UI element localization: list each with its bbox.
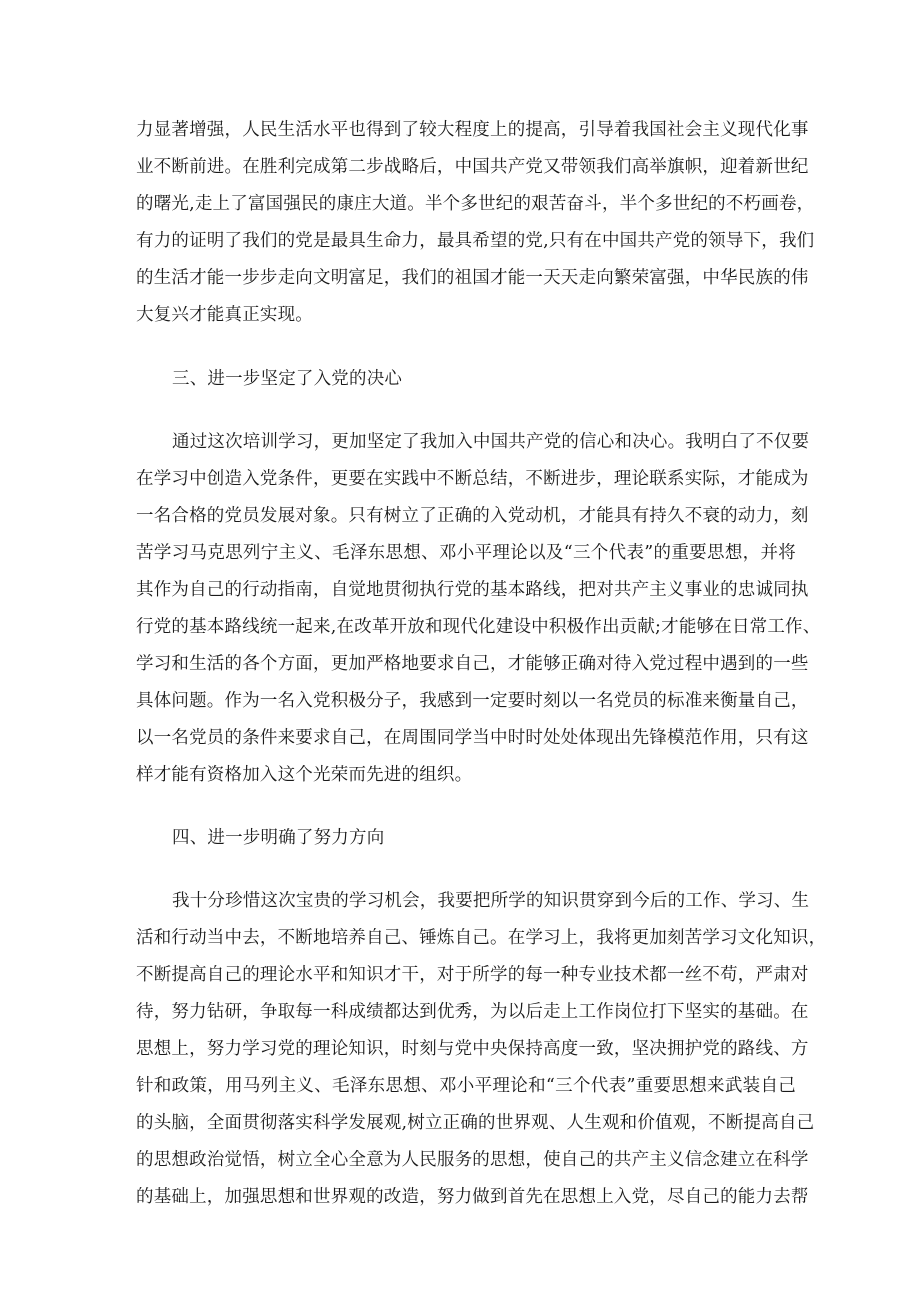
- text-line: 以一名党员的条件来要求自己，在周围同学当中时时处处体现出先锋模范作用，只有这: [136, 728, 809, 748]
- text-line: 不断提高自己的理论水平和知识才干，对于所学的每一种专业技术都一丝不苟，严肃对: [136, 965, 809, 985]
- section-heading-3: 三、进一步坚定了入党的决心: [172, 369, 403, 389]
- text-line: 一名合格的党员发展对象。只有树立了正确的入党动机，才能具有持久不衰的动力，刻: [136, 506, 809, 526]
- text-line: 有力的证明了我们的党是最具生命力，最具希望的党,只有在中国共产党的领导下，我们: [136, 231, 815, 251]
- text-line: 苦学习马克思列宁主义、毛泽东思想、邓小平理论以及“三个代表”的重要思想，并将: [136, 543, 796, 563]
- text-line: 待，努力钻研，争取每一科成绩都达到优秀，为以后走上工作岗位打下坚实的基础。在: [136, 1002, 809, 1022]
- text-line: 的曙光,走上了富国强民的康庄大道。半个多世纪的艰苦奋斗，半个多世纪的不朽画卷，: [136, 194, 815, 214]
- text-line: 的基础上，加强思想和世界观的改造，努力做到首先在思想上入党，尽自己的能力去帮: [136, 1187, 809, 1207]
- text-line: 其作为自己的行动指南，自觉地贯彻执行党的基本路线，把对共产主义事业的忠诚同执: [136, 580, 809, 600]
- text-line: 行党的基本路线统一起来,在改革开放和现代化建设中积极作出贡献;才能够在日常工作、: [136, 617, 821, 637]
- text-line: 业不断前进。在胜利完成第二步战略后，中国共产党又带领我们高举旗帜，迎着新世纪: [136, 157, 809, 177]
- text-line: 学习和生活的各个方面，更加严格地要求自己，才能够正确对待入党过程中遇到的一些: [136, 654, 809, 674]
- text-line: 针和政策，用马列主义、毛泽东思想、邓小平理论和“三个代表”重要思想来武装自己: [136, 1076, 796, 1096]
- text-line: 力显著增强，人民生活水平也得到了较大程度上的提高，引导着我国社会主义现代化事: [136, 120, 809, 140]
- text-line: 具体问题。作为一名入党积极分子，我感到一定要时刻以一名党员的标准来衡量自己，: [136, 691, 809, 711]
- section-heading-4: 四、进一步明确了努力方向: [172, 828, 385, 848]
- text-line: 通过这次培训学习，更加坚定了我加入中国共产党的信心和决心。我明白了不仅要: [172, 432, 810, 452]
- text-line: 的头脑，全面贯彻落实科学发展观,树立正确的世界观、人生观和价值观，不断提高自己: [136, 1113, 815, 1133]
- text-line: 我十分珍惜这次宝贵的学习机会，我要把所学的知识贯穿到今后的工作、学习、生: [172, 891, 810, 911]
- text-line: 的生活才能一步步走向文明富足，我们的祖国才能一天天走向繁荣富强，中华民族的伟: [136, 268, 809, 288]
- text-line: 活和行动当中去，不断地培养自己、锤炼自己。在学习上，我将更加刻苦学习文化知识，: [136, 928, 827, 948]
- text-line: 大复兴才能真正实现。: [136, 305, 313, 325]
- text-line: 在学习中创造入党条件，更要在实践中不断总结，不断进步，理论联系实际，才能成为: [136, 469, 809, 489]
- text-line: 样才能有资格加入这个光荣而先进的组织。: [136, 765, 473, 785]
- text-line: 的思想政治觉悟，树立全心全意为人民服务的思想，使自己的共产主义信念建立在科学: [136, 1150, 809, 1170]
- text-line: 思想上，努力学习党的理论知识，时刻与党中央保持高度一致，坚决拥护党的路线、方: [136, 1039, 809, 1059]
